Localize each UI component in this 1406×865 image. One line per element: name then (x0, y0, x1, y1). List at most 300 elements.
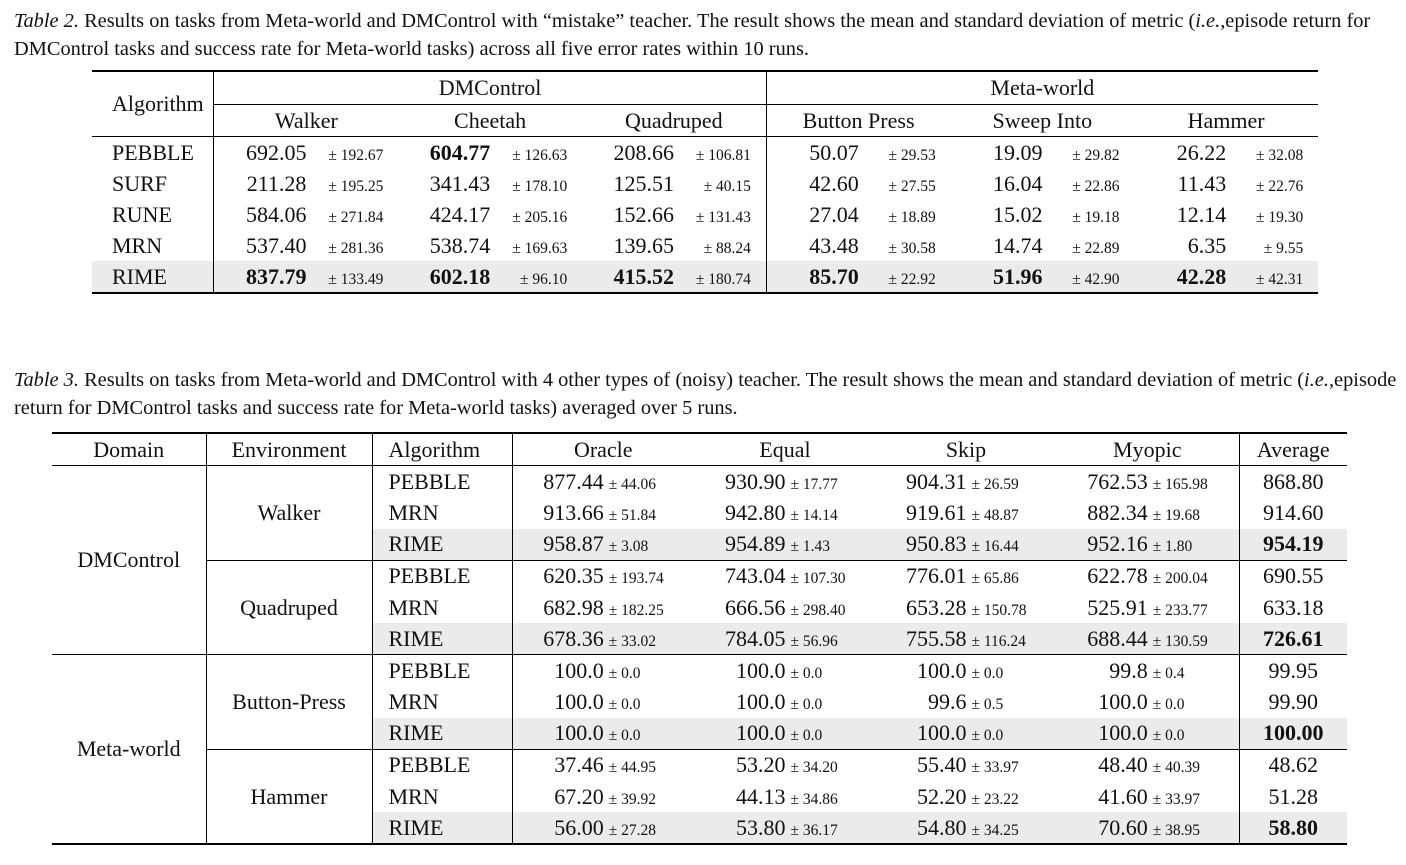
mean-value: 19.09 (992, 139, 1043, 165)
value-cell (582, 261, 766, 293)
table3 (52, 432, 1347, 845)
table3-header-environment: Environment (206, 433, 372, 466)
table3-environment-name: Hammer (206, 749, 372, 844)
std-value: ± 33.97 (1152, 790, 1201, 808)
std-value: ± 16.44 (971, 538, 1019, 556)
table3-algorithm-name: PEBBLE (372, 655, 512, 687)
std-value: ± 22.89 (1072, 239, 1120, 257)
value-cell (950, 261, 1134, 293)
mean-value: 51.96 (992, 263, 1043, 289)
table3-algorithm-name: RIME (372, 623, 512, 655)
value-cell (876, 466, 1056, 498)
table3-header-equal: Equal (694, 433, 876, 466)
mean-value: 602.18 (429, 263, 491, 289)
value-cell (1056, 466, 1239, 498)
std-value: ± 19.68 (1152, 506, 1201, 524)
mean-value: 784.05 (725, 625, 786, 651)
value-cell (582, 230, 766, 261)
value-cell (512, 497, 694, 528)
mean-value: 958.87 (543, 531, 604, 557)
std-value: ± 48.87 (971, 506, 1019, 524)
table2-algorithm-name: RIME (92, 261, 214, 293)
value-cell (582, 137, 766, 169)
std-value: ± 130.59 (1152, 632, 1208, 650)
mean-value: 877.44 (543, 468, 604, 494)
mean-value: 67.20 (554, 783, 604, 809)
value-cell (694, 812, 876, 844)
value-cell (1134, 230, 1318, 261)
mean-value: 100.0 (554, 689, 604, 715)
value-cell (214, 137, 398, 169)
mean-value: 666.56 (725, 594, 786, 620)
std-value: ± 0.5 (971, 696, 1004, 714)
std-value: ± 0.0 (790, 696, 823, 714)
value-cell (694, 781, 876, 812)
table3-row (52, 560, 1347, 592)
std-value: ± 22.76 (1255, 177, 1304, 195)
value-cell (1134, 261, 1318, 293)
std-value: ± 195.25 (328, 177, 384, 195)
std-value: ± 42.31 (1255, 270, 1304, 288)
value-cell (512, 623, 694, 655)
mean-value: 424.17 (429, 201, 491, 227)
std-value: ± 106.81 (695, 146, 751, 164)
mean-value: 11.43 (1177, 170, 1227, 196)
table3-caption-text-1: Results on tasks from Meta-world and DMControl with 4 other types of (noisy) teacher. The result shows the mean and standard deviation of metric ( (78, 369, 1305, 391)
table2-row (92, 261, 1318, 293)
std-value: ± 0.0 (971, 727, 1004, 745)
value-cell (214, 168, 398, 199)
mean-value: 537.40 (245, 232, 307, 258)
value-cell (214, 199, 398, 230)
std-value: ± 205.16 (512, 208, 568, 226)
table3-average-value: 954.19 (1239, 529, 1347, 561)
std-value: ± 107.30 (790, 570, 846, 588)
value-cell (512, 812, 694, 844)
table3-caption-ie: i.e., (1304, 369, 1335, 391)
std-value: ± 182.25 (608, 601, 664, 619)
table3-environment-name: Walker (206, 466, 372, 561)
std-value: ± 165.98 (1152, 475, 1208, 493)
table3-environment-name: Button-Press (206, 655, 372, 750)
table2-row (92, 230, 1318, 261)
table3-domain-name: Meta-world (52, 655, 206, 845)
table3-header-average: Average (1239, 433, 1347, 466)
std-value: ± 116.24 (971, 632, 1026, 650)
value-cell (398, 168, 582, 199)
table2-group-dmcontrol: DMControl (214, 71, 766, 105)
std-value: ± 281.36 (328, 239, 384, 257)
value-cell (694, 655, 876, 687)
value-cell (1056, 687, 1239, 718)
value-cell (694, 749, 876, 781)
value-cell (766, 230, 950, 261)
std-value: ± 30.58 (888, 239, 936, 257)
mean-value: 743.04 (725, 563, 786, 589)
table3-row (52, 466, 1347, 498)
value-cell (512, 687, 694, 718)
std-value: ± 27.55 (888, 177, 936, 195)
value-cell (1134, 168, 1318, 199)
mean-value: 837.79 (245, 263, 307, 289)
std-value: ± 0.0 (971, 664, 1004, 682)
value-cell (1056, 812, 1239, 844)
value-cell (398, 261, 582, 293)
mean-value: 913.66 (543, 499, 604, 525)
mean-value: 415.52 (613, 263, 674, 289)
mean-value: 776.01 (906, 563, 967, 589)
std-value: ± 1.80 (1152, 538, 1193, 556)
mean-value: 952.16 (1087, 531, 1148, 557)
value-cell (1056, 655, 1239, 687)
std-value: ± 36.17 (790, 821, 838, 839)
std-value: ± 0.0 (608, 664, 641, 682)
value-cell (1056, 592, 1239, 623)
mean-value: 43.48 (809, 232, 859, 258)
table2-algorithm-name: RUNE (92, 199, 214, 230)
mean-value: 622.78 (1087, 563, 1148, 589)
table3-average-value: 100.00 (1239, 718, 1347, 750)
table3-algorithm-name: PEBBLE (372, 466, 512, 498)
std-value: ± 193.74 (608, 570, 664, 588)
value-cell (512, 781, 694, 812)
value-cell (512, 655, 694, 687)
table2-caption (14, 7, 1400, 63)
mean-value: 85.70 (809, 263, 859, 289)
std-value: ± 51.84 (608, 506, 657, 524)
value-cell (766, 199, 950, 230)
table2-env-header: Walker (214, 105, 398, 137)
value-cell (694, 497, 876, 528)
std-value: ± 27.28 (608, 821, 657, 839)
std-value: ± 40.39 (1152, 759, 1201, 777)
value-cell (398, 230, 582, 261)
table3-header-myopic: Myopic (1056, 433, 1239, 466)
std-value: ± 131.43 (695, 208, 751, 226)
std-value: ± 29.53 (888, 146, 936, 164)
table3-algorithm-name: MRN (372, 497, 512, 528)
mean-value: 14.74 (992, 232, 1043, 258)
std-value: ± 0.0 (790, 664, 823, 682)
mean-value: 341.43 (429, 170, 491, 196)
value-cell (876, 623, 1056, 655)
std-value: ± 22.92 (888, 270, 936, 288)
table2-row (92, 137, 1318, 169)
value-cell (1056, 718, 1239, 750)
value-cell (766, 137, 950, 169)
std-value: ± 180.74 (695, 270, 751, 288)
value-cell (1056, 529, 1239, 561)
value-cell (398, 137, 582, 169)
mean-value: 100.0 (1098, 720, 1148, 746)
mean-value: 53.80 (736, 814, 786, 840)
std-value: ± 0.0 (1152, 696, 1185, 714)
table3-average-value: 51.28 (1268, 783, 1318, 809)
table3-environment-name: Quadruped (206, 560, 372, 655)
value-cell (398, 199, 582, 230)
mean-value: 584.06 (245, 201, 307, 227)
table3-header-oracle: Oracle (512, 433, 694, 466)
std-value: ± 34.20 (790, 759, 838, 777)
std-value: ± 33.97 (971, 759, 1019, 777)
std-value: ± 192.67 (328, 146, 384, 164)
mean-value: 919.61 (906, 499, 967, 525)
std-value: ± 22.86 (1072, 177, 1120, 195)
mean-value: 620.35 (543, 563, 604, 589)
table3-average-value: 914.60 (1263, 499, 1324, 525)
std-value: ± 65.86 (971, 570, 1019, 588)
value-cell (512, 718, 694, 750)
std-value: ± 42.90 (1072, 270, 1120, 288)
table2-env-header: Cheetah (398, 105, 582, 137)
table3-header-domain: Domain (52, 433, 206, 466)
mean-value: 538.74 (429, 232, 491, 258)
table3-caption-label: Table 3. (14, 369, 79, 391)
value-cell (876, 718, 1056, 750)
mean-value: 6.35 (1187, 232, 1227, 258)
table3-caption (14, 366, 1400, 422)
mean-value: 42.60 (809, 170, 859, 196)
mean-value: 100.0 (917, 657, 967, 683)
mean-value: 48.40 (1098, 752, 1148, 778)
std-value: ± 18.89 (888, 208, 936, 226)
std-value: ± 29.82 (1072, 146, 1120, 164)
value-cell (512, 560, 694, 592)
value-cell (214, 230, 398, 261)
std-value: ± 34.25 (971, 821, 1019, 839)
mean-value: 954.89 (725, 531, 786, 557)
mean-value: 53.20 (736, 752, 786, 778)
table2 (92, 70, 1318, 294)
table3-average-value: 99.90 (1268, 689, 1318, 715)
std-value: ± 33.02 (608, 632, 657, 650)
value-cell (694, 529, 876, 561)
value-cell (1056, 749, 1239, 781)
mean-value: 26.22 (1176, 139, 1227, 165)
mean-value: 692.05 (245, 139, 307, 165)
value-cell (1134, 137, 1318, 169)
std-value: ± 169.63 (512, 239, 568, 257)
mean-value: 950.83 (906, 531, 967, 557)
mean-value: 211.28 (246, 170, 307, 196)
std-value: ± 133.49 (328, 270, 384, 288)
table3-algorithm-name: MRN (372, 781, 512, 812)
value-cell (512, 529, 694, 561)
value-cell (876, 560, 1056, 592)
std-value: ± 233.77 (1152, 601, 1208, 619)
mean-value: 44.13 (736, 783, 786, 809)
mean-value: 904.31 (906, 468, 967, 494)
value-cell (512, 749, 694, 781)
mean-value: 54.80 (917, 814, 967, 840)
table3-average-value: 868.80 (1263, 468, 1324, 494)
mean-value: 70.60 (1098, 814, 1148, 840)
mean-value: 37.46 (554, 752, 604, 778)
value-cell (876, 687, 1056, 718)
std-value: ± 1.43 (790, 538, 831, 556)
value-cell (694, 718, 876, 750)
std-value: ± 32.08 (1255, 146, 1304, 164)
value-cell (876, 497, 1056, 528)
value-cell (694, 466, 876, 498)
table2-row (92, 199, 1318, 230)
table2-row (92, 168, 1318, 199)
std-value: ± 26.59 (971, 475, 1019, 493)
value-cell (694, 687, 876, 718)
table3-average-value: 633.18 (1263, 594, 1324, 620)
mean-value: 41.60 (1098, 783, 1148, 809)
table3-algorithm-name: PEBBLE (372, 749, 512, 781)
value-cell (950, 199, 1134, 230)
std-value: ± 96.10 (519, 270, 568, 288)
std-value: ± 40.15 (703, 177, 751, 195)
value-cell (1056, 497, 1239, 528)
table2-caption-label: Table 2. (14, 10, 79, 32)
value-cell (950, 137, 1134, 169)
mean-value: 42.28 (1176, 263, 1227, 289)
table2-algorithm-name: PEBBLE (92, 137, 214, 169)
std-value: ± 56.96 (790, 632, 838, 650)
value-cell (876, 781, 1056, 812)
table3-average-value: 99.95 (1268, 657, 1318, 683)
table3-average-value: 58.80 (1239, 812, 1347, 844)
mean-value: 525.91 (1087, 594, 1148, 620)
std-value: ± 0.4 (1152, 664, 1185, 682)
value-cell (214, 261, 398, 293)
value-cell (876, 529, 1056, 561)
mean-value: 678.36 (543, 625, 604, 651)
table2-caption-ie: i.e., (1195, 10, 1226, 32)
mean-value: 942.80 (725, 499, 786, 525)
table3-algorithm-name: RIME (372, 529, 512, 561)
std-value: ± 19.30 (1255, 208, 1304, 226)
std-value: ± 0.0 (608, 727, 641, 745)
std-value: ± 44.95 (608, 759, 657, 777)
std-value: ± 9.55 (1263, 239, 1304, 257)
table3-algorithm-name: RIME (372, 718, 512, 750)
std-value: ± 0.0 (608, 696, 641, 714)
std-value: ± 17.77 (790, 475, 838, 493)
table3-row (52, 655, 1347, 687)
std-value: ± 0.0 (790, 727, 823, 745)
table2-env-header: Button Press (766, 105, 950, 137)
table2-env-header: Hammer (1134, 105, 1318, 137)
std-value: ± 126.63 (512, 146, 568, 164)
table2-algorithm-name: MRN (92, 230, 214, 261)
mean-value: 930.90 (725, 468, 786, 494)
table2-header-algorithm: Algorithm (92, 71, 214, 137)
table3-header-algorithm: Algorithm (372, 433, 512, 466)
std-value: ± 0.0 (1152, 727, 1185, 745)
mean-value: 604.77 (429, 139, 491, 165)
mean-value: 15.02 (992, 201, 1043, 227)
value-cell (512, 466, 694, 498)
std-value: ± 14.14 (790, 506, 838, 524)
std-value: ± 19.18 (1072, 208, 1120, 226)
value-cell (950, 168, 1134, 199)
std-value: ± 150.78 (971, 601, 1027, 619)
std-value: ± 271.84 (328, 208, 384, 226)
table3-row (52, 749, 1347, 781)
mean-value: 100.0 (917, 720, 967, 746)
value-cell (876, 749, 1056, 781)
value-cell (512, 592, 694, 623)
table2-env-header: Sweep Into (950, 105, 1134, 137)
value-cell (694, 560, 876, 592)
value-cell (1056, 560, 1239, 592)
table3-average-value: 690.55 (1263, 563, 1324, 589)
value-cell (1056, 781, 1239, 812)
mean-value: 100.0 (736, 720, 786, 746)
std-value: ± 39.92 (608, 790, 657, 808)
mean-value: 755.58 (906, 625, 967, 651)
table3-domain-name: DMControl (52, 466, 206, 655)
mean-value: 56.00 (554, 814, 604, 840)
value-cell (582, 199, 766, 230)
mean-value: 882.34 (1087, 499, 1148, 525)
mean-value: 99.8 (1109, 657, 1148, 683)
mean-value: 100.0 (554, 720, 604, 746)
table3-caption-text-2: episode return for DMControl tasks and success rate for Meta-world tasks) averaged over 5 runs. (14, 369, 1397, 419)
std-value: ± 298.40 (790, 601, 846, 619)
table2-caption-text-1: Results on tasks from Meta-world and DMControl with “mistake” teacher. The result shows the mean and standard deviation of metric ( (78, 10, 1196, 32)
mean-value: 16.04 (992, 170, 1043, 196)
table3-average-value: 48.62 (1268, 752, 1318, 778)
mean-value: 682.98 (543, 594, 604, 620)
table3-average-value: 726.61 (1239, 623, 1347, 655)
std-value: ± 44.06 (608, 475, 657, 493)
mean-value: 52.20 (917, 783, 967, 809)
std-value: ± 34.86 (790, 790, 838, 808)
mean-value: 100.0 (736, 657, 786, 683)
table3-algorithm-name: MRN (372, 687, 512, 718)
table3-algorithm-name: PEBBLE (372, 560, 512, 592)
mean-value: 208.66 (613, 139, 674, 165)
std-value: ± 178.10 (512, 177, 568, 195)
mean-value: 99.6 (928, 689, 967, 715)
mean-value: 12.14 (1176, 201, 1227, 227)
mean-value: 100.0 (1098, 689, 1148, 715)
table3-algorithm-name: MRN (372, 592, 512, 623)
value-cell (876, 592, 1056, 623)
value-cell (950, 230, 1134, 261)
value-cell (582, 168, 766, 199)
value-cell (876, 812, 1056, 844)
std-value: ± 23.22 (971, 790, 1019, 808)
table3-algorithm-name: RIME (372, 812, 512, 844)
value-cell (766, 168, 950, 199)
mean-value: 125.51 (613, 170, 674, 196)
table2-caption-text-2: episode return for DMControl tasks and success rate for Meta-world tasks) across all five error rates within 10 runs. (14, 10, 1371, 60)
mean-value: 50.07 (809, 139, 859, 165)
mean-value: 688.44 (1087, 625, 1148, 651)
mean-value: 152.66 (613, 201, 674, 227)
value-cell (694, 592, 876, 623)
std-value: ± 3.08 (608, 538, 649, 556)
mean-value: 55.40 (917, 752, 967, 778)
table2-env-header: Quadruped (582, 105, 766, 137)
mean-value: 139.65 (613, 232, 674, 258)
table3-header-skip: Skip (876, 433, 1056, 466)
table2-group-metaworld: Meta-world (766, 71, 1318, 105)
mean-value: 653.28 (906, 594, 967, 620)
value-cell (694, 623, 876, 655)
value-cell (1056, 623, 1239, 655)
table2-algorithm-name: SURF (92, 168, 214, 199)
mean-value: 762.53 (1087, 468, 1148, 494)
value-cell (876, 655, 1056, 687)
value-cell (766, 261, 950, 293)
